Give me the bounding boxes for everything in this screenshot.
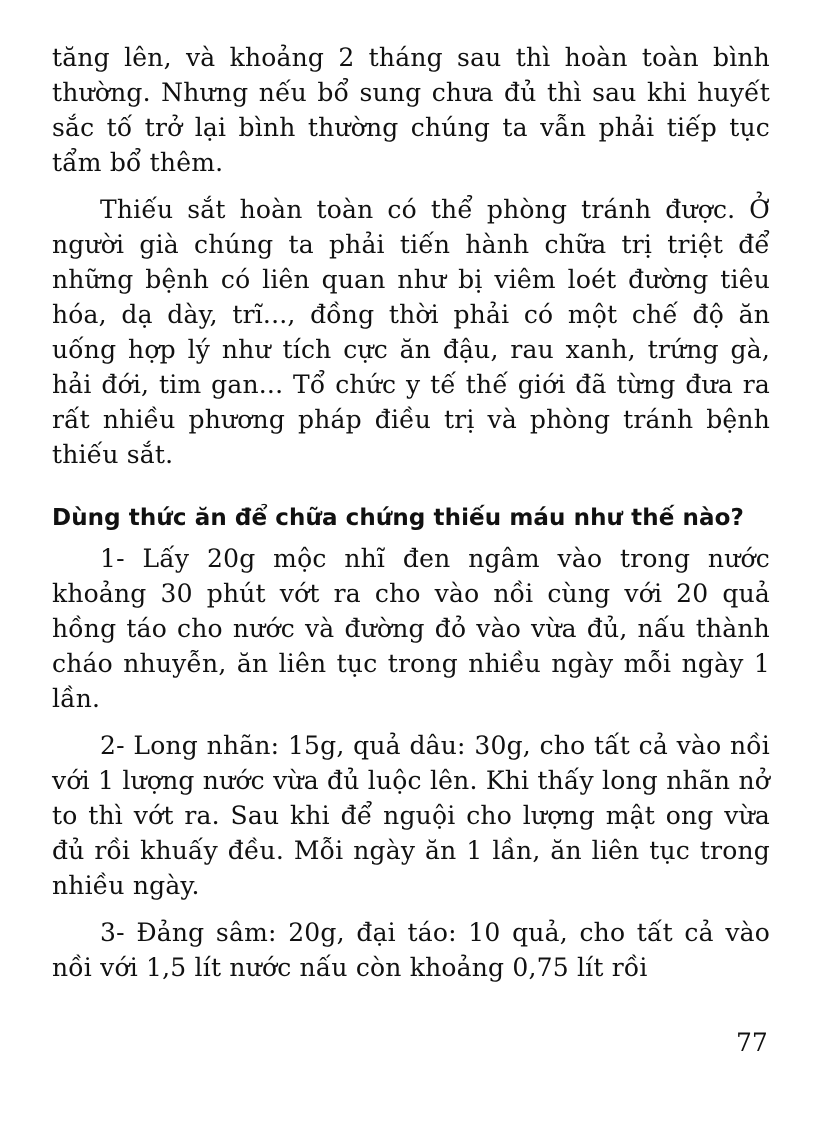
recipe-2: 2- Long nhãn: 15g, quả dâu: 30g, cho tất cả vào nồi với 1 lượng nước vừa đủ luộc lên. Khi thấy long nhãn nở to thì vớt ra. Sau khi để nguội cho lượng mật ong vừa đủ rồi khuấy đều. Mỗi ngày ăn 1 lần, ăn liên tục trong nhiều ngày.	[52, 731, 770, 900]
paragraph-iron-prevention: Thiếu sắt hoàn toàn có thể phòng tránh được. Ở người già chúng ta phải tiến hành chữa trị triệt để những bệnh có liên quan như bị viêm loét đường tiêu hóa, dạ dày, trĩ..., đồng thời phải có một chế độ ăn uống hợp lý như tích cực ăn đậu, rau xanh, trứng gà, hải đới, tim gan... Tổ chức y tế thế giới đã từng đưa ra rất nhiều phương pháp điều trị và phòng tránh bệnh thiếu sắt.	[52, 195, 770, 469]
page-number: 77	[736, 1028, 768, 1057]
section-heading: Dùng thức ăn để chữa chứng thiếu máu như thế nào?	[52, 505, 744, 531]
paragraph-continuation: tăng lên, và khoảng 2 tháng sau thì hoàn toàn bình thường. Nhưng nếu bổ sung chưa đủ thì sau khi huyết sắc tố trở lại bình thường chúng ta vẫn phải tiếp tục tẩm bổ thêm.	[52, 43, 770, 177]
recipe-3: 3- Đảng sâm: 20g, đại táo: 10 quả, cho tất cả vào nồi với 1,5 lít nước nấu còn khoảng 0,75 lít rồi	[52, 918, 770, 982]
book-page	[52, 40, 770, 1100]
recipe-1: 1- Lấy 20g mộc nhĩ đen ngâm vào trong nước khoảng 30 phút vớt ra cho vào nồi cùng với 20 quả hồng táo cho nước và đường đỏ vào vừa đủ, nấu thành cháo nhuyễn, ăn liên tục trong nhiều ngày mỗi ngày 1 lần.	[52, 544, 770, 713]
